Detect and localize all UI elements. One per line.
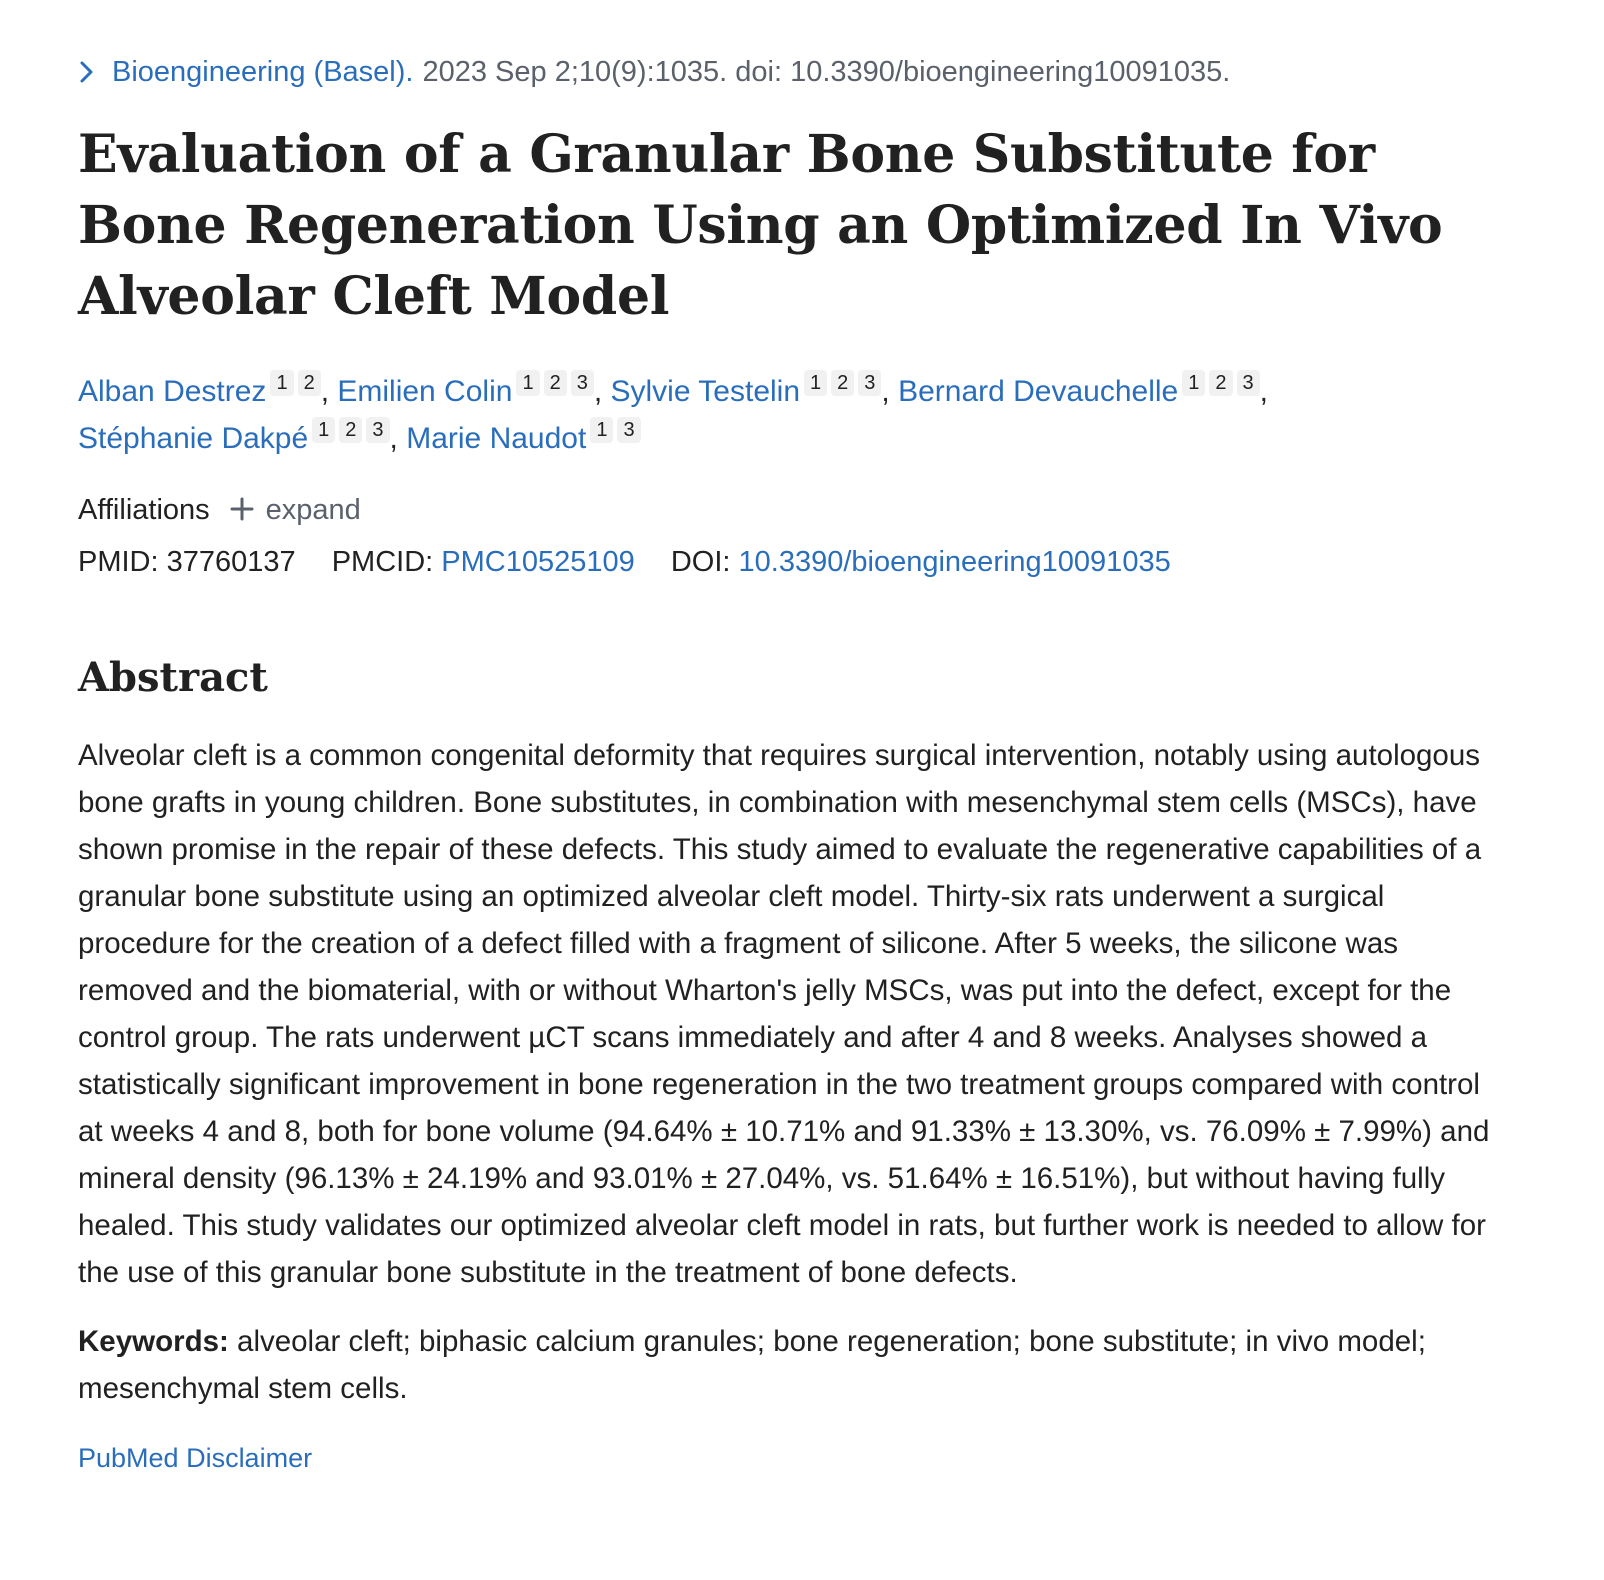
disclaimer-section (78, 1438, 1526, 1478)
pmcid-block (332, 546, 643, 578)
keywords-label: Keywords: (78, 1325, 229, 1358)
pmcid-link[interactable]: PMC10525109 (441, 546, 635, 578)
author-link[interactable]: Alban Destrez (78, 375, 267, 408)
author-list: Alban Destrez 1 2 , Emilien Colin 1 2 3 , Sylvie Testelin 1 2 3 , Bernard Devauchelle 1 2 3 , Stéphanie Dakpé 1 2 3 , Marie Naudot 1 3 (78, 372, 1268, 455)
article-title: Evaluation of a Granular Bone Substitute for Bone Regeneration Using an Optimized In Vivo Alveolar Cleft Model (78, 124, 1443, 327)
author-link[interactable]: Stéphanie Dakpé (78, 422, 309, 455)
doi-label: DOI: (670, 546, 731, 578)
affiliation-ref[interactable]: 1 (312, 417, 335, 443)
author-item (78, 419, 390, 455)
author-link[interactable]: Marie Naudot (406, 422, 587, 455)
author-link[interactable]: Emilien Colin (337, 375, 513, 408)
affiliation-ref[interactable]: 3 (858, 370, 881, 396)
affiliation-ref[interactable]: 1 (804, 370, 827, 396)
affiliation-ref[interactable]: 1 (270, 370, 293, 396)
affiliation-ref[interactable]: 2 (298, 370, 321, 396)
pmcid-label: PMCID: (331, 546, 434, 578)
citation-line (78, 50, 1526, 94)
affiliation-ref[interactable]: 2 (1209, 370, 1232, 396)
affiliation-ref[interactable]: 1 (1182, 370, 1205, 396)
author-item (337, 372, 593, 408)
affiliation-ref[interactable]: 3 (1237, 370, 1260, 396)
citation-details: 2023 Sep 2;10(9):1035. doi: 10.3390/bioengineering10091035. (422, 56, 1231, 88)
identifiers-row (78, 540, 1526, 584)
doi-link[interactable]: 10.3390/bioengineering10091035 (738, 546, 1171, 578)
author-item (406, 419, 640, 455)
abstract-heading: Abstract (78, 654, 268, 701)
author-item (610, 372, 881, 408)
affiliation-ref[interactable]: 3 (617, 417, 640, 443)
affiliation-ref[interactable]: 3 (571, 370, 594, 396)
affiliation-ref[interactable]: 2 (831, 370, 854, 396)
author-item (898, 372, 1260, 408)
affiliations-expand-button[interactable] (230, 488, 361, 532)
journal-link[interactable]: Bioengineering (Basel). (112, 56, 414, 88)
affiliations-label: Affiliations (78, 494, 210, 526)
author-item (78, 372, 321, 408)
affiliation-ref[interactable]: 2 (544, 370, 567, 396)
keywords-text: alveolar cleft; biphasic calcium granules; bone regeneration; bone substitute; in vivo model; mesenchymal stem cells. (78, 1325, 1426, 1405)
affiliations-row (78, 488, 1526, 532)
author-link[interactable]: Bernard Devauchelle (898, 375, 1179, 408)
doi-block (671, 546, 1171, 578)
affiliation-ref[interactable]: 3 (366, 417, 389, 443)
plus-icon (230, 488, 254, 532)
affiliation-ref[interactable]: 1 (590, 417, 613, 443)
chevron-right-icon[interactable] (78, 50, 108, 94)
pmid-block (78, 546, 304, 578)
pmid-value: 37760137 (166, 546, 296, 578)
keywords-paragraph (78, 1318, 1498, 1412)
affiliation-ref[interactable]: 2 (339, 417, 362, 443)
pmid-label: PMID: (78, 546, 159, 578)
affiliation-ref[interactable]: 1 (516, 370, 539, 396)
author-link[interactable]: Sylvie Testelin (610, 375, 801, 408)
expand-label: expand (265, 494, 361, 526)
abstract-body: Alveolar cleft is a common congenital deformity that requires surgical intervention, notably using autologous bone grafts in young children. Bone substitutes, in combination with mesenchymal stem cells (MSCs), have shown promise in the repair of these defects. This study aimed to evaluate the regenerative capabilities of a granular bone substitute using an optimized alveolar cleft model. Thirty-six rats underwent a surgical procedure for the creation of a defect filled with a fragment of silicone. After 5 weeks, the silicone was removed and the biomaterial, with or without Wharton's jelly MSCs, was put into the defect, except for the control group. The rats underwent µCT scans immediately and after 4 and 8 weeks. Analyses showed a statistically significant improvement in bone regeneration in the two treatment groups compared with control at weeks 4 and 8, both for bone volume (94.64% ± 10.71% and 91.33% ± 13.30%, vs. 76.09% ± 7.99%) and mineral density (96.13% ± 24.19% and 93.01% ± 27.04%, vs. 51.64% ± 16.51%), but without having fully healed. This study validates our optimized alveolar cleft model in rats, but further work is needed to allow for the use of this granular bone substitute in the treatment of bone defects. (78, 739, 1490, 1289)
pubmed-disclaimer-link[interactable]: PubMed Disclaimer (78, 1443, 313, 1473)
